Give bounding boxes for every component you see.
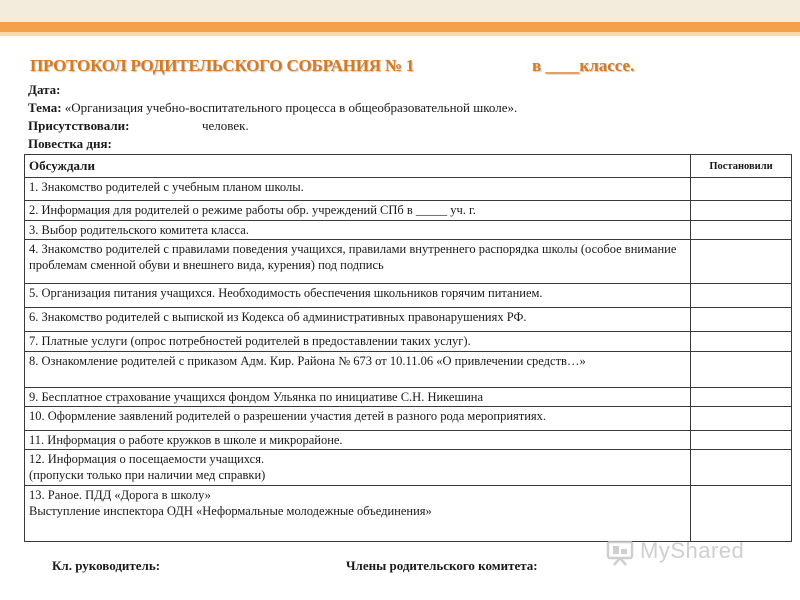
agenda-item: 6. Знакомство родителей с выпиской из Кодекса об административных правонарушениях РФ. [25,308,691,332]
present-text: человек. [202,118,249,133]
table-row [25,308,792,332]
agenda-item: 2. Информация для родителей о режиме работы обр. учреждений СПб в _____ уч. г. [25,201,691,221]
table-row [25,352,792,388]
present-label: Присутствовали: [28,118,130,133]
column-decided-header: Постановили [691,155,792,178]
decision-cell [691,407,792,431]
agenda-item: 1. Знакомство родителей с учебным планом школы. [25,178,691,201]
title-row [30,56,770,80]
agenda-item: 9. Бесплатное страхование учащихся фондом Ульянка по инициативе С.Н. Никешина [25,388,691,407]
class-teacher-label: Кл. руководитель: [52,558,161,573]
table-row [25,388,792,407]
table-row [25,332,792,352]
presentation-board-icon [606,540,634,566]
document-title: ПРОТОКОЛ РОДИТЕЛЬСКОГО СОБРАНИЯ № 1 [30,56,415,75]
decision-cell [691,178,792,201]
class-label: в ____классе. [532,56,635,75]
table-row [25,201,792,221]
topic-line [28,100,517,116]
table-row [25,240,792,284]
decision-cell [691,388,792,407]
agenda-item: 10. Оформление заявлений родителей о разрешении участия детей в разного рода мероприятиях. [25,407,691,431]
table-row [25,486,792,542]
decision-cell [691,308,792,332]
column-discussed-header: Обсуждали [25,155,691,178]
decision-cell [691,486,792,542]
agenda-item: 8. Ознакомление родителей с приказом Адм. Кир. Района № 673 от 10.11.06 «О привлечении средств…» [25,352,691,388]
agenda-item: 13. Раное. ПДД «Дорога в школу» Выступление инспектора ОДН «Неформальные молодежные объединения» [25,486,691,542]
table-row [25,407,792,431]
decision-cell [691,431,792,450]
table-header-row [25,155,792,178]
decision-cell [691,221,792,240]
date-label: Дата: [28,82,61,97]
committee-label: Члены родительского комитета: [346,558,538,573]
agenda-item: 12. Информация о посещаемости учащихся. (пропуски только при наличии мед справки) [25,450,691,486]
agenda-item: 4. Знакомство родителей с правилами поведения учащихся, правилами внутреннего распорядка школы (особое внимание проблемам сменной обуви и внешнего вида, курения) под подпись [25,240,691,284]
decision-cell [691,240,792,284]
watermark-text: MyShared [640,538,745,563]
agenda-item: 5. Организация питания учащихся. Необходимость обеспечения школьников горячим питанием. [25,284,691,308]
present-line [28,118,249,134]
table-row [25,221,792,240]
top-accent-shadow [0,32,800,36]
watermark [606,538,776,570]
agenda-label: Повестка дня: [28,136,112,151]
top-accent-band [0,22,800,32]
date-line [28,82,60,98]
agenda-line [28,136,112,152]
top-decor-band [0,0,800,22]
agenda-table [24,154,792,542]
topic-text: «Организация учебно-воспитательного процесса в общеобразовательной школе». [64,100,518,115]
agenda-item: 3. Выбор родительского комитета класса. [25,221,691,240]
decision-cell [691,332,792,352]
decision-cell [691,450,792,486]
table-row [25,284,792,308]
decision-cell [691,201,792,221]
topic-label: Тема: [28,100,62,115]
table-row [25,178,792,201]
agenda-item: 7. Платные услуги (опрос потребностей родителей в предоставлении таких услуг). [25,332,691,352]
table-row [25,431,792,450]
decision-cell [691,284,792,308]
table-row [25,450,792,486]
agenda-item: 11. Информация о работе кружков в школе и микрорайоне. [25,431,691,450]
decision-cell [691,352,792,388]
